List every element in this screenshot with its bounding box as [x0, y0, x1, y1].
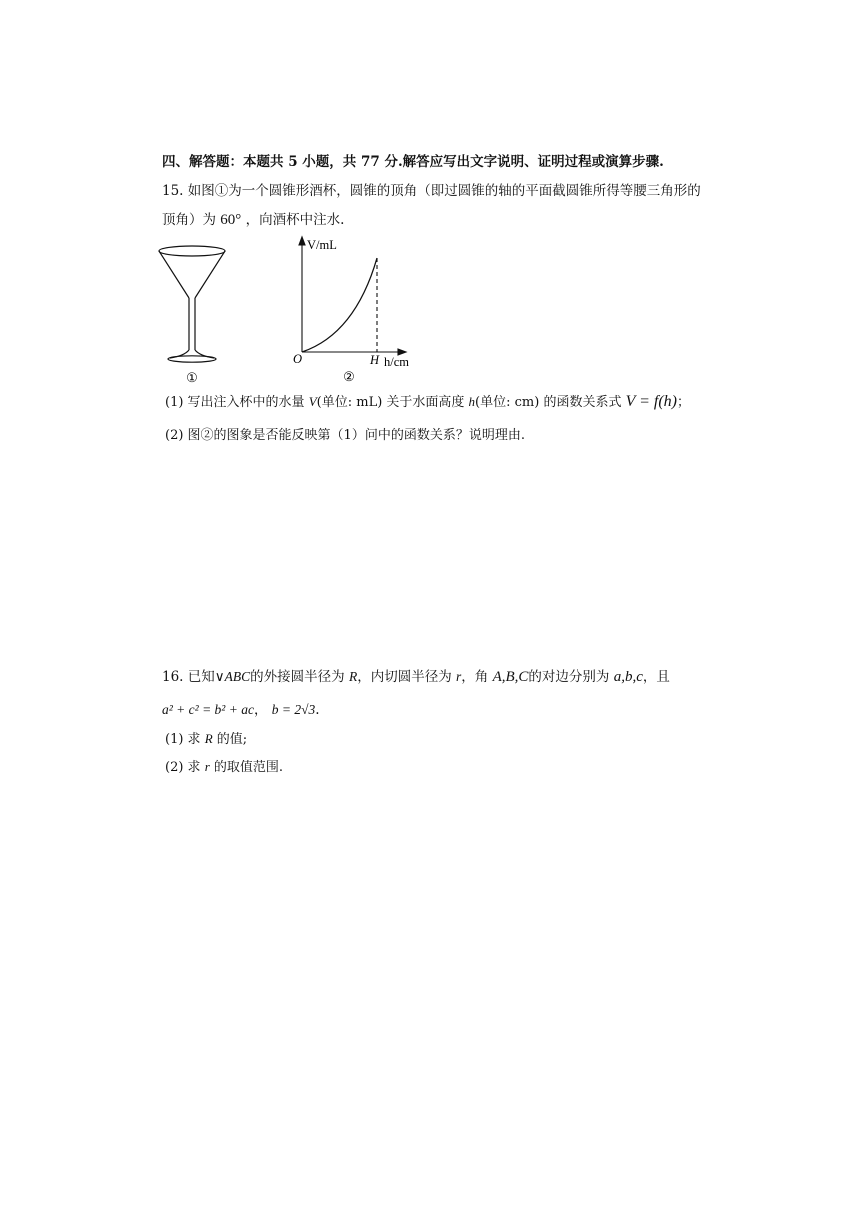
side-b-value: b = 2√3 [271, 702, 316, 717]
q16-stem-line1 [162, 667, 670, 687]
origin-label: O [293, 352, 303, 366]
angles-ABC: A,B,C [492, 669, 529, 685]
variable-h: h [468, 394, 476, 409]
x-axis-label: h/cm [384, 355, 409, 369]
variable-R: R [348, 669, 358, 684]
q15-stem-text: 顶角）为 [162, 212, 216, 228]
variable-r: r [456, 669, 462, 684]
q15-part1-text-3: (单位: cm) 的函数关系式 [475, 395, 622, 410]
q16-part1-R: R [204, 731, 213, 746]
volume-height-graph [285, 234, 420, 386]
q15-part1-text-2: (单位: mL) 关于水面高度 [316, 395, 465, 410]
wine-glass-figure [150, 240, 240, 385]
y-axis-arrow [299, 237, 305, 245]
h-max-label: H [370, 353, 380, 367]
q16-part1 [165, 729, 247, 750]
q16-stem-line2 [162, 700, 320, 720]
q16-text-6: ，且 [642, 669, 670, 685]
q15-part1-end: ； [676, 395, 690, 410]
q16-text-3: ，内切圆半径为 [357, 669, 452, 685]
section-heading: 四、解答题：本题共 5 小题，共 77 分.解答应写出文字说明、证明过程或演算步骤. [162, 154, 664, 170]
q16-part2-text: (2) 求 [165, 760, 201, 775]
function-formula: V = f(h) [625, 393, 677, 410]
q16-text-5: 的对边分别为 [528, 669, 610, 685]
q16-text-2: 的外接圆半径为 [250, 669, 345, 685]
q15-part2: (2) 图②的图象是否能反映第（1）问中的函数关系？说明理由. [165, 428, 525, 443]
y-axis-label: V/mL [307, 238, 337, 252]
variable-V: V [308, 394, 317, 409]
q15-part1 [165, 392, 690, 413]
q16-line2-end: . [315, 702, 320, 718]
q15-stem-line2 [162, 210, 344, 230]
q15-stem-line1: 15. 如图①为一个圆锥形酒杯，圆锥的顶角（即过圆锥的轴的平面截圆锥所得等腰三角形的 [162, 183, 701, 199]
q16-text-4: ，角 [461, 669, 489, 685]
q15-stem-text-end: ，向酒杯中注水. [245, 212, 345, 228]
volume-curve [302, 258, 377, 352]
q16-part2-r: r [204, 759, 210, 774]
q16-separator: ， [253, 702, 268, 718]
q16-part2-text-2: 的取值范围. [213, 760, 284, 775]
triangle-notation: ∨ABC [214, 669, 251, 684]
apex-angle-value: 60° [220, 212, 242, 228]
figure1-caption: ① [186, 370, 198, 385]
wine-glass-drawing [159, 246, 225, 362]
q16-part1-text-2: 的值; [216, 732, 248, 747]
sides-abc: a,b,c [613, 669, 643, 685]
cosine-relation-formula: a² + c² = b² + ac [162, 702, 254, 717]
q15-part1-text: (1) 写出注入杯中的水量 [165, 395, 305, 410]
figure2-caption: ② [343, 369, 355, 384]
q16-text: 16. 已知 [162, 669, 215, 685]
q16-part2 [165, 757, 283, 778]
q16-part1-text: (1) 求 [165, 732, 201, 747]
